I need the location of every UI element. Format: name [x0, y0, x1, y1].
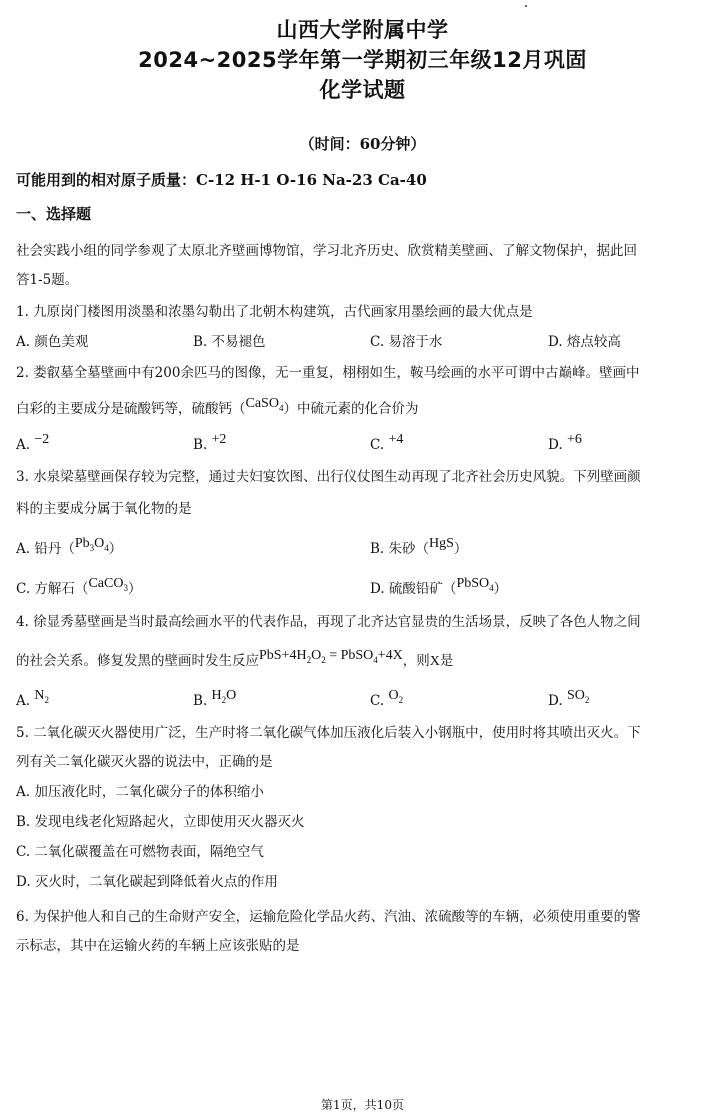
q3-option-a: A. 铅丹$(Pb_3O_4)$: [16, 536, 123, 557]
q1-option-d: D. 熔点较高: [548, 334, 621, 350]
q1-option-c: C. 易溶于水: [370, 334, 443, 350]
q3-option-c: C. 方解石（CaCO$_3$）: [16, 576, 142, 597]
q4-option-c: C. $O_2$: [370, 688, 404, 709]
q2-option-b: B. +2: [193, 432, 227, 453]
q5-option-d: D. 灭火时，二氧化碳起到降低着火点的作用: [16, 874, 278, 890]
q3-option-d: D. 硫酸铅矿（PbSO$_4$）: [370, 576, 508, 597]
q4-line-2: 的社会关系。修复发黑的壁画时发生反应$PbS+4H_2O_2$ = PbSO$_4$+4X，则X是: [16, 648, 454, 669]
q4-line-1: 4. 徐显秀墓壁画是当时最高绘画水平的代表作品，再现了北齐达官显贵的生活场景，反映了各色人物之间: [16, 614, 641, 630]
q4-option-a: A. $N_2$: [16, 688, 49, 709]
q5-option-c: C. 二氧化碳覆盖在可燃物表面，隔绝空气: [16, 844, 264, 860]
q6-line-2: 示标志，其中在运输火药的车辆上应该张贴的是: [16, 938, 300, 954]
q2-option-c: C. +4: [370, 432, 404, 453]
q5-line-2: 列有关二氧化碳灭火器的说法中，正确的是: [16, 754, 273, 770]
scan-speck: [525, 5, 527, 7]
atomic-masses: 可能用到的相对原子质量：C-12 H-1 O-16 Na-23 Ca-40: [16, 171, 427, 189]
q3-option-b: B. 朱砂（HgS）: [370, 536, 468, 557]
q5-option-a: A. 加压液化时，二氧化碳分子的体积缩小: [16, 784, 264, 800]
reaction-equation: $PbS+4H_2O_2$ = PbSO$_4$+4X: [259, 648, 403, 665]
q5-option-b: B. 发现电线老化短路起火，立即使用灭火器灭火: [16, 814, 305, 830]
q2-line-1: 2. 娄叡墓全墓壁画中有200余匹马的图像，无一重复，栩栩如生，鞍马绘画的水平可谓中古巅峰。壁画中: [16, 365, 640, 381]
q3-line-1: 3. 水泉梁墓壁画保存较为完整，通过夫妇宴饮图、出行仪仗图生动再现了北齐社会历史风貌。下列壁画颜: [16, 469, 641, 485]
q2-option-a: A. −2: [16, 432, 50, 453]
intro-line-2: 答1-5题。: [16, 272, 79, 288]
intro-line-1: 社会实践小组的同学参观了太原北齐壁画博物馆，学习北齐历史、欣赏精美壁画、了解文物保护，据此回: [16, 243, 637, 259]
q4-option-b: B. $H_2O$: [193, 688, 237, 709]
section-title: 一、选择题: [16, 205, 92, 223]
q1-stem: 1. 九原岗门楼图用淡墨和浓墨勾勒出了北朝木构建筑，古代画家用墨绘画的最大优点是: [16, 304, 533, 320]
q2-option-d: D. +6: [548, 432, 582, 453]
q1-option-a: A. 颜色美观: [16, 334, 89, 350]
school-name: 山西大学附属中学: [276, 18, 449, 42]
q6-line-1: 6. 为保护他人和自己的生命财产安全，运输危险化学品火药、汽油、浓硫酸等的车辆，必须使用重要的警: [16, 909, 641, 925]
q3-line-2: 料的主要成分属于氧化物的是: [16, 501, 192, 517]
exam-time: （时间：60分钟）: [299, 135, 426, 153]
q5-line-1: 5. 二氧化碳灭火器使用广泛，生产时将二氧化碳气体加压液化后装入小钢瓶中，使用时将其喷出灭火。下: [16, 725, 641, 741]
exam-title: 2024~2025学年第一学期初三年级12月巩固: [138, 48, 587, 72]
subject-title: 化学试题: [319, 78, 406, 102]
formula-caso4: CaSO$_4$: [245, 396, 284, 413]
page-footer: 第1页，共10页: [321, 1098, 404, 1112]
q4-option-d: D. $SO_2$: [548, 688, 590, 709]
q2-line-2: 白彩的主要成分是硫酸钙等，硫酸钙（CaSO$_4$）中硫元素的化合价为: [16, 396, 419, 417]
q1-option-b: B. 不易褪色: [193, 334, 266, 350]
